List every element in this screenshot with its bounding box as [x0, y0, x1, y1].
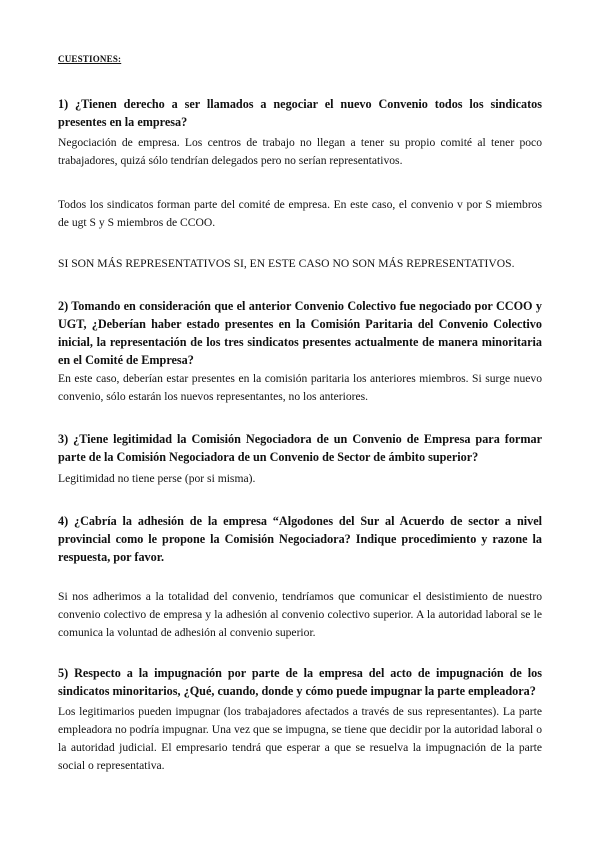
- answer-5: Los legitimarios pueden impugnar (los trabajadores afectados a través de sus representantes). La parte empleadora no podría impugnar. Una vez que se impugna, se tiene que decidir por la autoridad laboral o la autoridad judicial. El empresario tendrá que esperar a que se resuelva la impugnación de la parte social o representativa.: [58, 705, 542, 772]
- question-3: 3) ¿Tiene legitimidad la Comisión Negociadora de un Convenio de Empresa para formar parte de la Comisión Negociadora de un Convenio de Sector de ámbito superior?: [58, 432, 542, 464]
- answer-2: En este caso, deberían estar presentes en la comisión paritaria los anteriores miembros. Si surge nuevo convenio, sólo estarán los nuevos representantes, no los anteriores.: [58, 372, 542, 403]
- question-2: 2) Tomando en consideración que el anterior Convenio Colectivo fue negociado por CCOO y UGT, ¿Deberían haber estado presentes en la Comisión Paritaria del Convenio Colectivo inicial, la representación de los tres sindicatos presentes actualmente de manera minoritaria en el Comité de Empresa?: [58, 299, 542, 367]
- answer-1-paragraph-2: Todos los sindicatos forman parte del comité de empresa. En este caso, el convenio v por S miembros de ugt S y S miembros de CCOO.: [58, 198, 542, 229]
- question-5: 5) Respecto a la impugnación por parte de la empresa del acto de impugnación de los sindicatos minoritarios, ¿Qué, cuando, donde y cómo puede impugnar la parte empleadora?: [58, 666, 542, 698]
- question-4: 4) ¿Cabría la adhesión de la empresa “Algodones del Sur al Acuerdo de sector a nivel provincial como le propone la Comisión Negociadora? Indique procedimiento y razone la respuesta, por favor.: [58, 514, 542, 564]
- answer-1-paragraph-1: Negociación de empresa. Los centros de trabajo no llegan a tener su propio comité al tener poco trabajadores, quizá sólo tendrían delegados pero no serían representativos.: [58, 136, 542, 167]
- answer-1-paragraph-3: SI SON MÁS REPRESENTATIVOS SI, EN ESTE CASO NO SON MÁS REPRESENTATIVOS.: [58, 257, 515, 270]
- question-1: 1) ¿Tienen derecho a ser llamados a negociar el nuevo Convenio todos los sindicatos presentes en la empresa?: [58, 97, 542, 129]
- section-heading: CUESTIONES:: [58, 54, 122, 64]
- answer-3: Legitimidad no tiene perse (por si misma).: [58, 472, 256, 485]
- answer-4: Si nos adherimos a la totalidad del convenio, tendríamos que comunicar el desistimiento de nuestro convenio colectivo de empresa y la adhesión al convenio colectivo superior. A la autoridad laboral se le comunica la voluntad de adhesión al convenio superior.: [58, 590, 542, 639]
